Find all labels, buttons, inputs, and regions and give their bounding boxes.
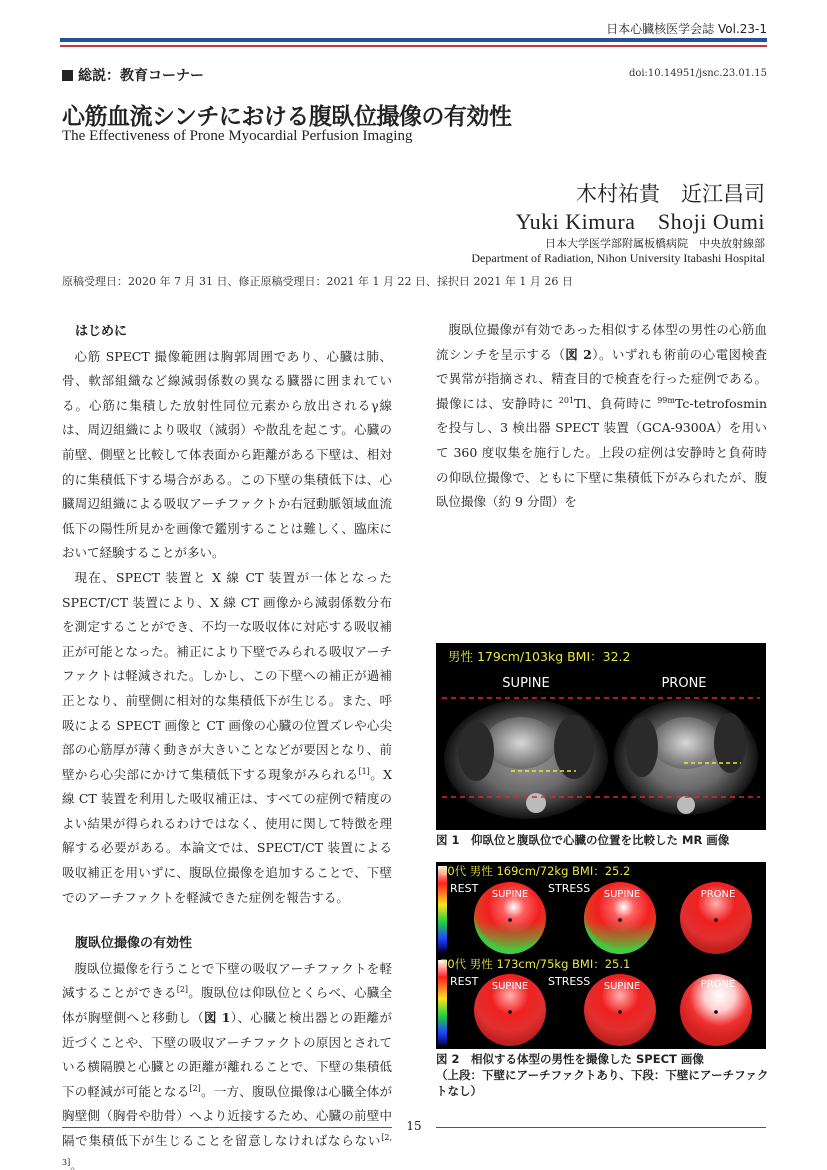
- fig2-row1-rest: REST: [450, 882, 479, 895]
- title-english: The Effectiveness of Prone Myocardial Perfusion Imaging: [62, 128, 413, 144]
- paragraph-2: 現在、SPECT 装置と X 線 CT 装置が一体となった SPECT/CT 装置により、X 線 CT 画像から減弱係数分布を測定することができ、不均一な吸収体に対応する吸収補正が可能となった。補正により下壁でみられる吸収アーチファクトは軽減された。しかし、この下壁への補正が過補正となり、前壁側に相対的な集積低下が生じる。また、呼吸による SPECT 画像と CT 画像の心臓の位置ズレや心尖部の心筋厚が薄く動きが大きいことなどが要因となり、前壁から心尖部にかけて集積低下する現象がみられる[1]。X 線 CT 装置を利用した吸収補正は、すべての症例で精度のよい結果が得られるわけではなく、使用に関して特徴を理解する必要がある。本論文では、SPECT/CT 装置による吸収補正を用いずに、腹臥位撮像を追加することで、下壁でのアーチファクトを軽減できた症例を報告する。: [62, 569, 392, 905]
- left-column: [62, 320, 392, 1170]
- figure-1-mr-image: [436, 643, 766, 830]
- fig2-row2-prone: PRONE: [700, 979, 736, 990]
- section-label: [62, 65, 204, 85]
- fig1-prone-heart: [652, 717, 720, 769]
- fig2-row1-prone: PRONE: [700, 889, 736, 900]
- figure-2-caption: [436, 1051, 771, 1099]
- authors-japanese: 木村祐貴 近江昌司: [576, 182, 765, 206]
- ref-2: [2]: [176, 985, 189, 995]
- heading-prone-effectiveness: 腹臥位撮像の有効性: [75, 936, 193, 952]
- right-column: [436, 318, 767, 515]
- fig2-row2-rest: REST: [450, 975, 479, 988]
- fig1-label-prone: PRONE: [661, 676, 707, 691]
- submission-dates: 原稿受理日：2020 年 7 月 31 日、修正原稿受理日：2021 年 1 月 22 日、採択日 2021 年 1 月 26 日: [62, 275, 573, 288]
- fig2-color-scale-top: [438, 866, 447, 952]
- fig2-row1-supine-b: SUPINE: [603, 889, 641, 900]
- ref-2b: [2]: [189, 1083, 201, 1093]
- ref-1: [1]: [358, 766, 370, 776]
- paragraph-1: 心筋 SPECT 撮像範囲は胸郭周囲であり、心臓は肺、骨、軟部組織など線減弱係数の異なる臓器に囲まれている。心筋に集積した放射性同位元素から放出されるγ線は、周辺組織により吸収（減弱）や散乱を起こす。心臓の前壁、側壁と比較して体表面から距離がある下壁は、相対的に集積低下する場合がある。この下壁の集積低下は、心臓周辺組織による吸収アーチファクトか右冠動脈領域血流低下の陽性所見かを画像で鑑別することは難しく、臨床において経験することが多い。: [62, 348, 392, 561]
- fig1-supine-heart: [485, 717, 557, 769]
- footer-rule-right: [436, 1127, 766, 1128]
- paragraph-3: 腹臥位撮像を行うことで下壁の吸収アーチファクトを軽減することができる[2]。腹臥位は仰臥位とくらべ、心臓全体が胸壁側へと移動し（図 1）、心臓と検出器との距離が近づくことや、下壁の吸収アーチファクトの原因とされている横隔膜と心臓との距離が離れることで、下壁の集積低下の軽減が可能となる[2]。一方、腹臥位撮像は心臓全体が胸壁側（胸骨や肋骨）へより近接するため、心臓の前壁中隔で集積低下が生じることを留意しなければならない[2, 3]。: [62, 960, 392, 1170]
- fig2-row1-stress: STRESS: [548, 882, 591, 895]
- fig1-ref: 図 1: [204, 1010, 231, 1026]
- page-number: 15: [406, 1119, 422, 1133]
- journal-name: 日本心臓核医学会誌 Vol.23-1: [606, 22, 767, 36]
- heading-introduction: はじめに: [75, 324, 128, 339]
- figure-2-caption-line1: 図 2 相似する体型の男性を撮像した SPECT 画像: [436, 1052, 704, 1066]
- affiliation-japanese: 日本大学医学部附属板橋病院 中央放射線部: [545, 237, 765, 250]
- fig2-row2-stress: STRESS: [548, 975, 591, 988]
- fig2-row2-supine-b: SUPINE: [603, 981, 641, 992]
- footer-rule-left: [62, 1127, 392, 1128]
- fig2-ref: 図 2: [565, 346, 592, 362]
- header-rule-red: [60, 45, 767, 47]
- fig2-row1-supine-a: SUPINE: [491, 889, 529, 900]
- figure-2-spect-image: [436, 862, 766, 1049]
- fig2-row1-header: 60代 男性 169cm/72kg BMI：25.2: [440, 864, 631, 878]
- figure-1-caption: 図 1 仰臥位と腹臥位で心臓の位置を比較した MR 画像: [436, 833, 730, 847]
- paragraph-4: 腹臥位撮像が有効であった相似する体型の男性の心筋血流シンチを呈示する（図 2）。いずれも術前の心電図検査で異常が指摘され、精査目的で検査を行った症例である。撮像には、安静時に $^{201}$Tl、負荷時に $^{99m}$Tc-tetrofosmin を投与し、3 検出器 SPECT 装置（GCA-9300A）を用いて 360 度収集を施行した。上段の症例は安静時と負荷時の仰臥位撮像で、ともに下壁に集積低下がみられたが、腹臥位撮像（約 9 分間）を: [436, 322, 767, 510]
- fig1-header: 男性 179cm/103kg BMI：32.2: [448, 649, 631, 664]
- fig2-row2-supine-a: SUPINE: [491, 981, 529, 992]
- authors-english: Yuki Kimura Shoji Oumi: [515, 209, 765, 234]
- affiliation-english: Department of Radiation, Nihon University Itabashi Hospital: [471, 251, 765, 265]
- square-icon: [62, 70, 73, 81]
- title-japanese: 心筋血流シンチにおける腹臥位撮像の有効性: [62, 104, 512, 130]
- fig1-label-supine: SUPINE: [502, 676, 550, 691]
- fig2-row2-header: 70代 男性 173cm/75kg BMI：25.1: [440, 957, 631, 971]
- fig2-color-scale-bottom: [438, 960, 447, 1046]
- header-rule-blue: [60, 38, 767, 42]
- section-text: 総説：教育コーナー: [78, 68, 204, 84]
- ref-2-3: [2, 3]: [62, 1133, 392, 1167]
- figure-2-caption-line2: （上段：下壁にアーチファクトあり、下段：下壁にアーチファクトなし）: [436, 1068, 769, 1098]
- doi: doi:10.14951/jsnc.23.01.15: [628, 68, 767, 79]
